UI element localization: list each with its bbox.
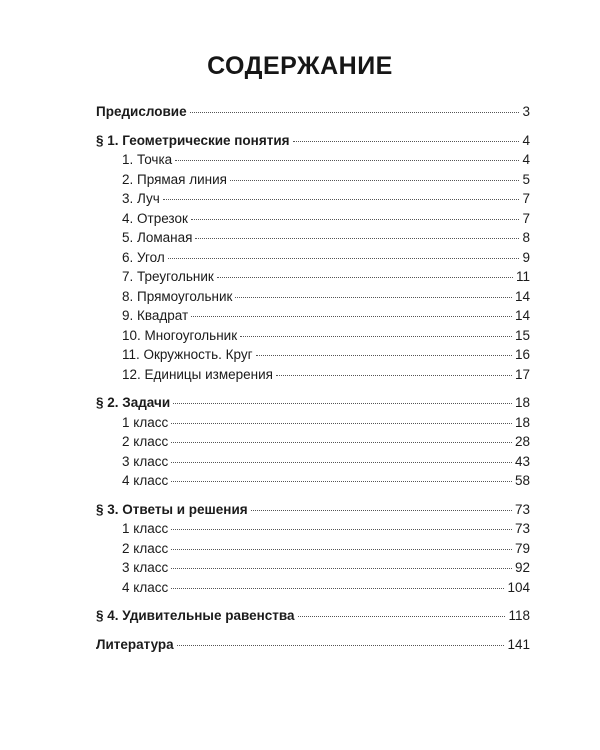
toc-subsection-entry bbox=[96, 473, 530, 493]
toc-page-number: 43 bbox=[514, 453, 530, 469]
toc-dot-leader bbox=[171, 529, 512, 530]
toc-entry-label: § 1. Геометрические понятия bbox=[96, 132, 290, 148]
toc-subsection-entry bbox=[96, 250, 530, 270]
toc-dot-leader bbox=[190, 112, 520, 113]
toc-section-entry bbox=[96, 502, 530, 522]
toc-subsection-entry bbox=[96, 308, 530, 328]
toc-dot-leader bbox=[173, 403, 512, 404]
toc-dot-leader bbox=[230, 180, 520, 181]
toc-page-number: 7 bbox=[522, 191, 530, 206]
toc-dot-leader bbox=[256, 355, 512, 356]
toc-page-number: 8 bbox=[522, 230, 530, 245]
toc-subsection-entry bbox=[96, 328, 530, 348]
toc-dot-leader bbox=[171, 588, 504, 589]
toc-subsection-entry bbox=[96, 172, 530, 192]
toc-subsection-entry bbox=[96, 454, 530, 474]
toc-dot-leader bbox=[298, 616, 506, 617]
toc-dot-leader bbox=[240, 336, 512, 337]
toc-dot-leader bbox=[171, 442, 512, 443]
toc-page-number: 73 bbox=[514, 521, 530, 536]
toc-section-entry bbox=[96, 395, 530, 415]
page-title: СОДЕРЖАНИЕ bbox=[207, 52, 393, 80]
toc-entry-label: 6. Угол bbox=[122, 249, 165, 265]
toc-subsection-entry bbox=[96, 347, 530, 367]
toc-page-number: 118 bbox=[508, 608, 530, 623]
toc-section-entry bbox=[96, 133, 530, 153]
toc-entry-label: 12. Единицы измерения bbox=[122, 366, 273, 382]
toc-subsection-entry bbox=[96, 269, 530, 289]
toc-dot-leader bbox=[217, 277, 513, 278]
toc-entry-label: 3 класс bbox=[122, 453, 169, 469]
toc-dot-leader bbox=[276, 375, 512, 376]
toc-page-number: 11 bbox=[515, 269, 530, 284]
toc-dot-leader bbox=[195, 238, 519, 239]
toc-entry-label: 9. Квадрат bbox=[122, 308, 189, 323]
toc-subsection-entry bbox=[96, 434, 530, 454]
toc-dot-leader bbox=[235, 297, 512, 298]
toc-page-number: 92 bbox=[514, 560, 530, 575]
toc-dot-leader bbox=[175, 160, 519, 161]
toc-entry-label: 1. Точка bbox=[122, 152, 173, 167]
toc-page-number: 28 bbox=[514, 434, 530, 449]
toc-page-number: 104 bbox=[507, 579, 530, 595]
toc-subsection-entry bbox=[96, 191, 530, 211]
toc-entry-label: § 3. Ответы и решения bbox=[96, 501, 248, 517]
toc-subsection-entry bbox=[96, 152, 530, 172]
toc-entry-label: 11. Окружность. Круг bbox=[122, 347, 253, 362]
toc-group bbox=[96, 395, 530, 493]
toc-dot-leader bbox=[177, 645, 505, 646]
toc-subsection-entry bbox=[96, 367, 530, 387]
toc-section-entry bbox=[96, 608, 530, 628]
toc-subsection-entry bbox=[96, 415, 530, 435]
toc-entry-label: 1 класс bbox=[122, 414, 169, 430]
toc-group bbox=[96, 133, 530, 387]
toc-dot-leader bbox=[251, 510, 512, 511]
toc-entry-label: § 2. Задачи bbox=[96, 395, 171, 410]
toc-entry-label: 5. Ломаная bbox=[122, 230, 193, 245]
toc-dot-leader bbox=[191, 219, 520, 220]
toc-dot-leader bbox=[171, 462, 512, 463]
toc-subsection-entry bbox=[96, 211, 530, 231]
toc-page-number: 14 bbox=[514, 308, 530, 323]
toc-entry-label: 4 класс bbox=[122, 473, 169, 488]
toc-entry-label: 2 класс bbox=[122, 434, 169, 449]
toc-page-number: 73 bbox=[514, 501, 530, 517]
toc-entry-label: 8. Прямоугольник bbox=[122, 288, 233, 304]
toc-page-number: 58 bbox=[514, 473, 530, 488]
toc-page-number: 7 bbox=[522, 210, 530, 226]
toc-page-number: 5 bbox=[522, 171, 530, 187]
toc-dot-leader bbox=[171, 568, 512, 569]
toc-page-number: 4 bbox=[522, 132, 530, 148]
toc-page-number: 16 bbox=[514, 347, 530, 362]
toc-group bbox=[96, 104, 530, 124]
toc-dot-leader bbox=[171, 549, 512, 550]
toc-entry-label: § 4. Удивительные равенства bbox=[96, 608, 295, 623]
toc-dot-leader bbox=[163, 199, 520, 200]
toc-entry-label: Литература bbox=[96, 636, 174, 652]
toc-group bbox=[96, 502, 530, 600]
toc-section-entry bbox=[96, 637, 530, 657]
toc-page-number: 18 bbox=[514, 395, 530, 410]
toc-page-number: 4 bbox=[522, 152, 530, 167]
toc-page-number: 9 bbox=[522, 249, 530, 265]
toc-dot-leader bbox=[293, 141, 520, 142]
toc-entry-label: 1 класс bbox=[122, 521, 169, 536]
toc-page-number: 79 bbox=[514, 540, 530, 556]
toc-subsection-entry bbox=[96, 580, 530, 600]
toc-entry-label: 4 класс bbox=[122, 579, 169, 595]
toc-page-number: 15 bbox=[514, 327, 530, 343]
toc-entry-label: 3. Луч bbox=[122, 191, 160, 206]
table-of-contents bbox=[96, 104, 530, 665]
toc-entry-label: 4. Отрезок bbox=[122, 210, 188, 226]
toc-page-number: 14 bbox=[514, 288, 530, 304]
toc-page-number: 3 bbox=[522, 104, 530, 119]
toc-group bbox=[96, 608, 530, 628]
toc-dot-leader bbox=[191, 316, 512, 317]
toc-page-number: 17 bbox=[514, 366, 530, 382]
toc-page-number: 141 bbox=[507, 636, 530, 652]
toc-entry-label: 10. Многоугольник bbox=[122, 327, 238, 343]
toc-entry-label: Предисловие bbox=[96, 104, 187, 119]
toc-subsection-entry bbox=[96, 541, 530, 561]
toc-entry-label: 2 класс bbox=[122, 540, 169, 556]
toc-section-entry bbox=[96, 104, 530, 124]
toc-subsection-entry bbox=[96, 289, 530, 309]
toc-entry-label: 7. Треугольник bbox=[122, 269, 214, 284]
toc-dot-leader bbox=[171, 481, 512, 482]
toc-subsection-entry bbox=[96, 521, 530, 541]
toc-dot-leader bbox=[171, 423, 512, 424]
toc-subsection-entry bbox=[96, 230, 530, 250]
toc-page-number: 18 bbox=[514, 414, 530, 430]
toc-entry-label: 2. Прямая линия bbox=[122, 171, 227, 187]
toc-subsection-entry bbox=[96, 560, 530, 580]
toc-dot-leader bbox=[168, 258, 520, 259]
toc-group bbox=[96, 637, 530, 657]
toc-entry-label: 3 класс bbox=[122, 560, 169, 575]
